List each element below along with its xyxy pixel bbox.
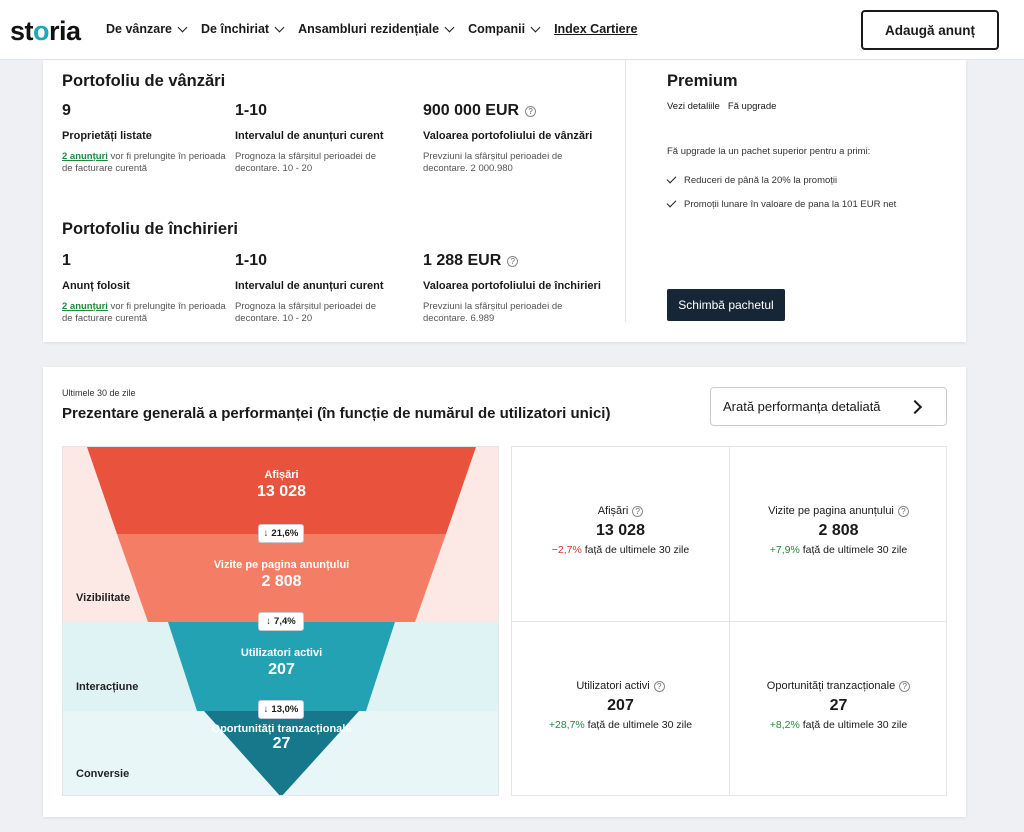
arrow-down-icon: ↓ xyxy=(263,528,269,539)
rent-stat-used: 1 Anunț folosit 2 anunțuri vor fi prelungite în perioada de facturare curentă xyxy=(62,252,226,324)
conversion-rate-badge: ↓ 7,4% xyxy=(258,612,304,631)
funnel-stage-1-text: Afișări 13 028 xyxy=(257,469,306,500)
nav-index-cartiere[interactable]: Index Cartiere xyxy=(554,22,638,36)
arrow-down-icon: ↓ xyxy=(263,704,269,715)
premium-benefits xyxy=(667,168,896,216)
band-label-interaction: Interacțiune xyxy=(76,681,139,693)
chevron-down-icon xyxy=(445,22,455,32)
kpi-impressions: Afișări ? 13 028 −2,7% față de ultimele 30 zile xyxy=(551,505,690,556)
premium-intro: Fă upgrade la un pachet superior pentru a primi: xyxy=(667,146,871,157)
premium-title: Premium xyxy=(667,72,738,90)
change-package-button[interactable]: Schimbă pachetul xyxy=(667,289,785,321)
sales-stat-range: 1-10 Intervalul de anunțuri curent Prognoza la sfârșitul perioadei de decontare. 10 - 20 xyxy=(235,102,384,174)
chevron-right-icon xyxy=(908,400,922,414)
storia-logo[interactable]: storia xyxy=(10,16,81,46)
kpi-active-users: Utilizatori activi ? 207 +28,7% față de ultimele 30 zile xyxy=(548,680,693,731)
upgrade-link[interactable]: Fă upgrade xyxy=(727,101,777,112)
sales-portfolio-title: Portofoliu de vânzări xyxy=(62,72,226,90)
help-icon[interactable]: ? xyxy=(654,681,665,692)
add-listing-button[interactable]: Adaugă anunț xyxy=(861,10,999,50)
main-nav xyxy=(106,22,637,36)
sales-stat-listed: 9 Proprietăți listate 2 anunțuri vor fi prelungite în perioada de facturare curentă xyxy=(62,102,226,174)
help-icon[interactable]: ? xyxy=(525,106,536,117)
top-navigation-bar xyxy=(0,0,1024,60)
chevron-down-icon xyxy=(178,22,188,32)
benefit-item: Reduceri de până la 20% la promoții xyxy=(667,168,896,192)
detailed-performance-button[interactable]: Arată performanța detaliată xyxy=(710,387,947,426)
funnel-stage-4-text: Oportunități tranzacționale 27 xyxy=(211,723,352,752)
help-icon[interactable]: ? xyxy=(632,506,643,517)
extended-listings-link[interactable]: 2 anunțuri xyxy=(62,151,108,162)
premium-links xyxy=(667,101,776,112)
extended-listings-link[interactable]: 2 anunțuri xyxy=(62,301,108,312)
kpi-page-visits: Vizite pe pagina anunțului ? 2 808 +7,9% față de ultimele 30 zile xyxy=(768,505,908,556)
view-details-link[interactable]: Vezi detaliile xyxy=(667,101,720,112)
benefit-item: Promoții lunare în valoare de pana la 101 EUR net xyxy=(667,192,896,216)
rent-stat-value: 1 288 EUR ? Valoarea portofoliului de închirieri Prevziuni la sfârșitul perioadei de decontare. 6.989 xyxy=(423,252,601,324)
funnel-stage-3-text: Utilizatori activi 207 xyxy=(240,647,323,678)
conversion-rate-badge: ↓ 21,6% xyxy=(258,524,304,543)
divider xyxy=(625,60,626,322)
check-icon xyxy=(667,174,677,184)
period-label: Ultimele 30 de zile xyxy=(62,388,136,398)
arrow-down-icon: ↓ xyxy=(266,616,272,627)
performance-title: Prezentare generală a performanței (în funcție de numărul de utilizatori unici) xyxy=(62,405,611,422)
performance-funnel xyxy=(62,446,499,796)
nav-de-vanzare[interactable]: De vânzare xyxy=(106,22,186,36)
nav-de-inchiriat[interactable]: De închiriat xyxy=(201,22,283,36)
portfolio-card xyxy=(43,60,966,342)
band-label-visibility: Vizibilitate xyxy=(76,592,131,604)
sales-stat-value: 900 000 EUR ? Valoarea portofoliului de vânzări Prevziuni la sfârșitul perioadei de decontare. 2 000.980 xyxy=(423,102,593,174)
conversion-rate-badge: ↓ 13,0% xyxy=(258,700,304,719)
help-icon[interactable]: ? xyxy=(898,506,909,517)
band-label-conversion: Conversie xyxy=(76,768,130,780)
check-icon xyxy=(667,198,677,208)
chevron-down-icon xyxy=(275,22,285,32)
kpi-opportunities: Oportunități tranzacționale ? 27 +8,2% față de ultimele 30 zile xyxy=(730,680,947,731)
chevron-down-icon xyxy=(531,22,541,32)
nav-ansambluri[interactable]: Ansambluri rezidențiale xyxy=(298,22,453,36)
nav-companii[interactable]: Companii xyxy=(468,22,539,36)
rent-portfolio-title: Portofoliu de închirieri xyxy=(62,220,239,238)
performance-card xyxy=(43,367,966,817)
funnel-stage-2-text: Vizite pe pagina anunțului 2 808 xyxy=(213,559,350,590)
help-icon[interactable]: ? xyxy=(899,681,910,692)
rent-stat-range: 1-10 Intervalul de anunțuri curent Prognoza la sfârșitul perioadei de decontare. 10 - 20 xyxy=(235,252,384,324)
help-icon[interactable]: ? xyxy=(507,256,518,267)
kpi-grid xyxy=(511,446,947,796)
